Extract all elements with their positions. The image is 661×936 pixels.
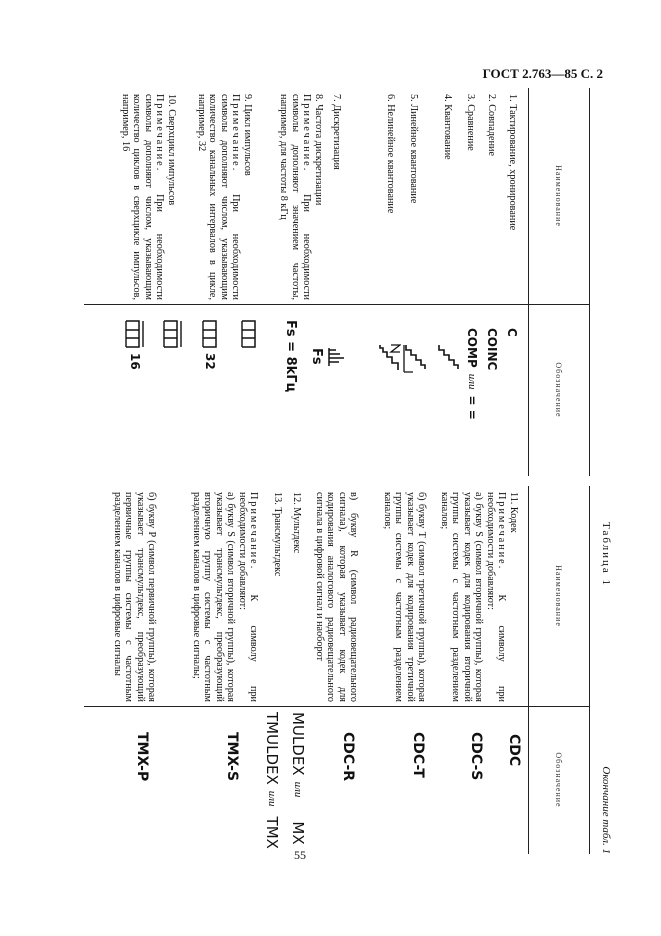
table-row-symbol: TMX-S [224,732,240,782]
table-row-symbol: CDC-T [410,732,426,778]
table-row-note [236,492,259,702]
table-row-symbol [463,328,481,420]
note-label: Примечание. [301,94,312,173]
symbol-tmx: TMX [263,816,281,849]
table-header-row [528,486,589,854]
symbol-comp: COMP [465,328,479,368]
sampling-pulses-icon [327,346,349,368]
table-row-symbol [261,712,283,849]
table-row-name: 11. Кодек [508,492,519,533]
table-row-note [120,94,165,300]
table-row-symbol: CDC-R [340,732,356,782]
supercycle-symbol [163,320,183,348]
note-label: Примечание. [154,94,165,173]
note-label: Примечание. [496,492,507,571]
note-label: Примечание. [230,94,241,173]
or-word: или [292,781,304,798]
page-number: 55 [294,848,306,862]
table-row-name: 3. Сравнение [465,94,476,151]
linear-quantization-symbol [403,344,427,374]
table-row-symbol: C [505,328,519,337]
note-text: К символу при необходимости добавляют: [484,492,507,702]
column-header-designation: Обозначение [554,752,564,808]
note-text: При необходимости символы дополняют числом, указывающим количество циклов в сверхцикле импульсов, например, 16 [120,94,165,300]
pulse-cycle-32-symbol [201,320,219,370]
table-header-row [528,88,589,476]
table-row-note [278,94,312,300]
table-row-name: 6. Нелинейное квантование [385,94,396,214]
symbols-table [85,88,590,854]
table-row-note [196,94,241,300]
table-row-name: 2. Совпадение [486,94,497,156]
table-row-symbol [287,712,309,845]
nonlinear-staircase-icon [377,344,401,374]
column-header-name: Наименование [554,165,564,227]
table-row-symbol: CDC [506,734,522,767]
table-row-name: а) букву S (символ вторичной группы), которая указывает кодек для кодирования вторичной группы системы с частотным разделением каналов; [439,492,484,702]
nonlinear-quantization-symbol [377,344,401,374]
page-header: ГОСТ 2.763—85 С. 2 [482,66,603,81]
staircase-icon [437,344,459,370]
quantization-symbol [437,344,459,370]
symbol-tmuldex: TMULDEX [263,712,281,785]
supercycle-16-symbol [125,320,145,370]
supercycle-icon [163,320,183,348]
table-row-name: 5. Линейное квантование [408,94,419,204]
table-row-name: б) букву P (символ первичной группы), которая указывает трансмультдекс, преобразующий первичные группы системы с частотным разделением каналов в цифровые сигналы [112,492,157,702]
table-row-symbol: Fs = 8kГц [283,320,299,393]
supercycle-icon [125,320,145,348]
table-row-name: 8. Частота дискретизации [313,94,324,206]
pulse-cycle-icon [241,320,257,348]
table-row-name: 7. Дискретизация [331,94,342,170]
table-row-name: а) букву S (символ вторичной группы), которая указывает трансмультдекс, преобразующий вторичную группу системы с частотным разделением каналов в цифровые сигналы; [191,492,236,702]
note-text: К символу при необходимости добавляют: [236,492,259,702]
table-right-half [84,486,590,854]
table-row-name: 4. Квантование [442,94,453,160]
table-row-symbol: CDC-S [468,732,484,781]
cycle-count: 16 [128,353,142,370]
column-divider [84,706,589,707]
pulse-cycle-icon [202,320,218,348]
channel-count: 32 [203,353,217,370]
symbol-mx: MX [289,821,307,845]
table-row-name: 1. Тактирование, хронирование [507,94,518,231]
rotated-table-area [85,88,612,854]
or-word: или [266,790,278,807]
table-row-name: б) букву T (символ третичной группы), которая указывает кодек для кодирования третичной группы системы с частотным разделением каналов; [382,492,427,702]
table-row-name: 10. Сверхцикл импульсов [166,94,177,206]
or-word: или [466,373,478,390]
table-row-name: 9. Цикл импульсов [242,94,253,176]
note-label: Примечание. [248,492,259,571]
table-row-name: 12. Мультдекс [291,492,302,554]
symbol-muldex: MULDEX [289,712,307,776]
table-row-name: в) букву R (символ радиовещательного сигнала), которая указывает кодек для кодирования аналогового радиовещательного сигнала в цифровой сигнал и наоборот [314,492,359,702]
table-continuation-caption: Окончание табл. 1 [600,766,612,854]
symbol-equals: = = [465,395,479,420]
table-row-symbol: TMX-P [134,732,150,782]
column-header-name: Наименование [554,565,564,627]
table-row-note [484,492,507,702]
pulse-cycle-symbol [241,320,257,348]
linear-staircase-icon [403,344,427,374]
note-text: При необходимости символы дополняют числом, указывающим количество канальных интервалов в цикле, например, 32 [196,94,241,300]
table-row-name: 13. Трансмультдекс [272,492,283,577]
table-caption: Таблица 1 [600,522,612,588]
column-header-designation: Обозначение [554,362,564,418]
table-row-symbol: COINC [485,328,499,371]
sampling-symbol [327,346,349,368]
note-text: При необходимости символы дополняют значением частоты, например, для частоты 8 кГц [278,94,312,300]
table-row-symbol: Fs [309,348,325,365]
table-left-half [84,88,590,476]
column-divider [84,304,589,305]
